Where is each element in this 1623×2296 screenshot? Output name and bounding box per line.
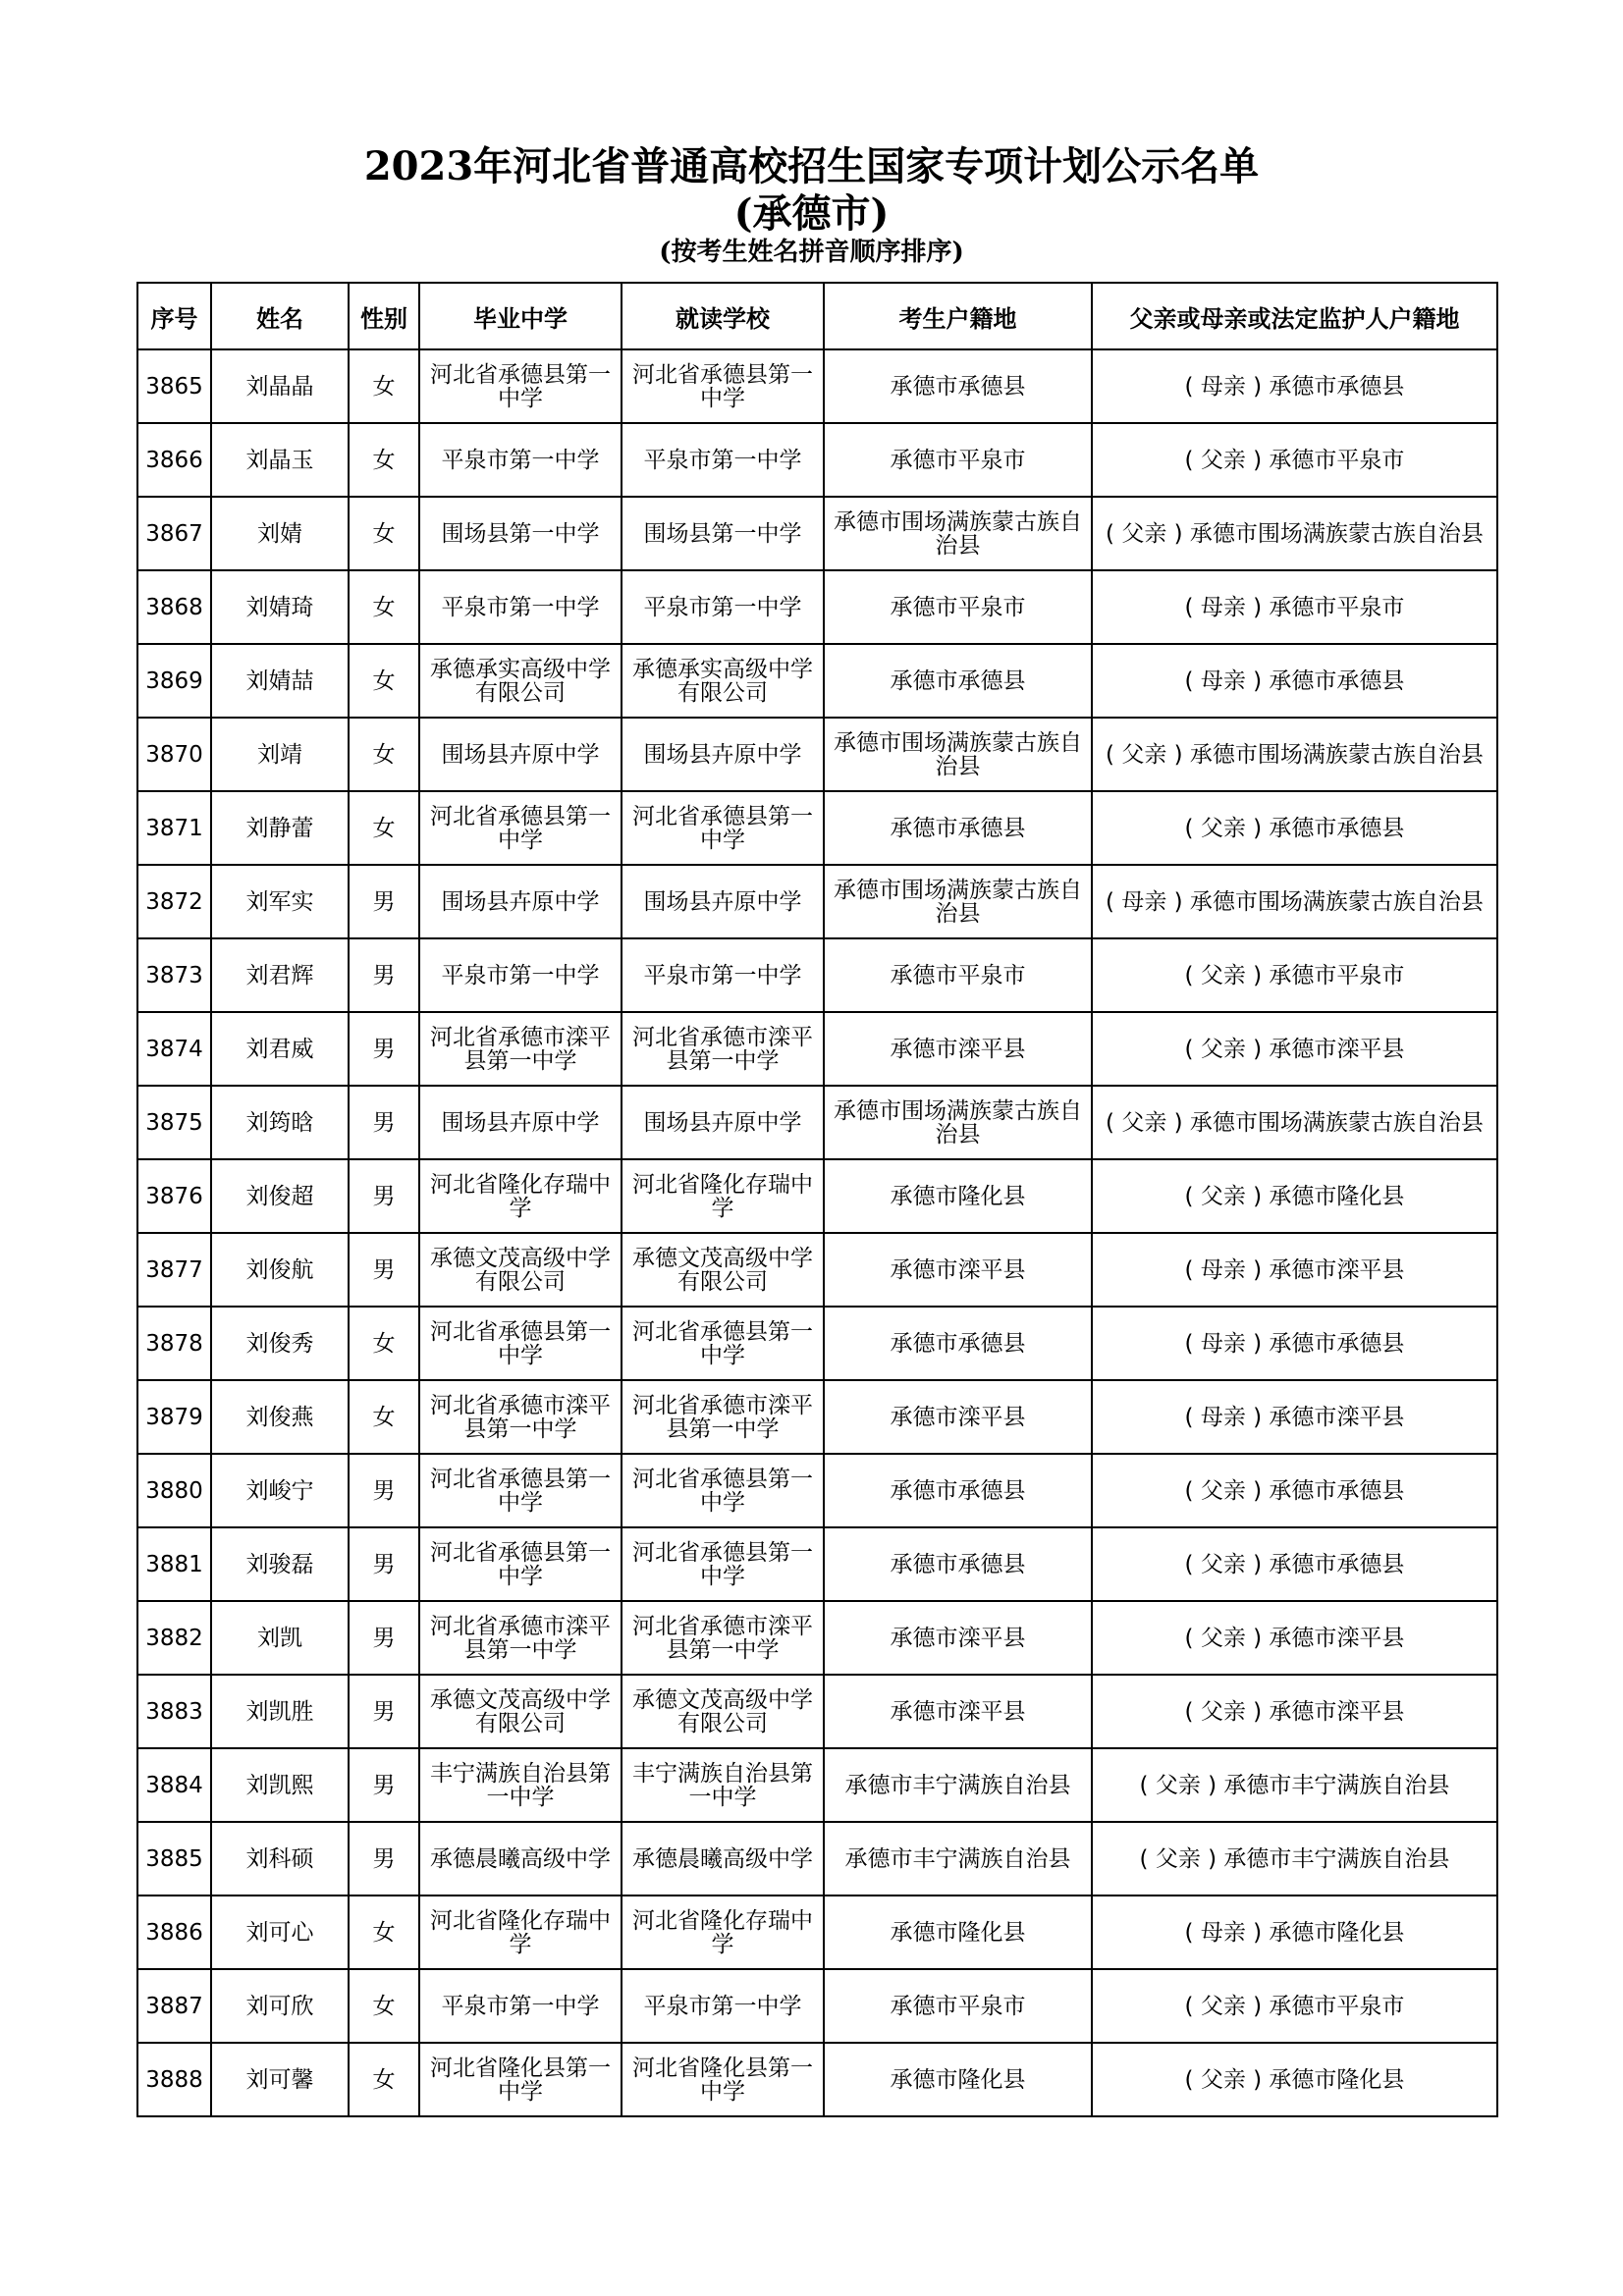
cell-name: 刘婧 — [211, 497, 349, 570]
cell-parent-hukou: ( 母亲 ) 承德市承德县 — [1092, 349, 1497, 423]
cell-seq: 3870 — [137, 718, 211, 791]
cell-seq: 3885 — [137, 1822, 211, 1896]
cell-current-school: 河北省隆化存瑞中学 — [622, 1159, 824, 1233]
table-row — [137, 1896, 1497, 1969]
page-title: 2023年河北省普通高校招生国家专项计划公示名单 — [363, 143, 1260, 189]
table-row — [137, 1380, 1497, 1454]
cell-grad-school: 平泉市第一中学 — [419, 570, 622, 644]
cell-seq: 3869 — [137, 644, 211, 718]
column-header-name: 姓名 — [211, 283, 349, 349]
cell-sex: 男 — [349, 1454, 419, 1527]
cell-hukou: 承德市滦平县 — [824, 1601, 1092, 1675]
cell-grad-school: 承德文茂高级中学有限公司 — [419, 1675, 622, 1748]
cell-current-school: 围场县卉原中学 — [622, 865, 824, 938]
cell-current-school: 围场县卉原中学 — [622, 718, 824, 791]
cell-name: 刘可馨 — [211, 2043, 349, 2116]
cell-grad-school: 河北省承德县第一中学 — [419, 349, 622, 423]
cell-sex: 男 — [349, 1159, 419, 1233]
sort-note: (按考生姓名拼音顺序排序) — [659, 238, 964, 267]
column-header-hukou: 考生户籍地 — [824, 283, 1092, 349]
cell-current-school: 河北省承德市滦平县第一中学 — [622, 1012, 824, 1086]
cell-current-school: 平泉市第一中学 — [622, 938, 824, 1012]
column-header-sex: 性别 — [349, 283, 419, 349]
cell-name: 刘君威 — [211, 1012, 349, 1086]
cell-hukou: 承德市承德县 — [824, 644, 1092, 718]
cell-sex: 女 — [349, 570, 419, 644]
table-row — [137, 865, 1497, 938]
cell-parent-hukou: ( 父亲 ) 承德市滦平县 — [1092, 1675, 1497, 1748]
cell-parent-hukou: ( 父亲 ) 承德市承德县 — [1092, 1454, 1497, 1527]
cell-current-school: 平泉市第一中学 — [622, 570, 824, 644]
cell-grad-school: 河北省承德县第一中学 — [419, 1307, 622, 1380]
cell-hukou: 承德市承德县 — [824, 791, 1092, 865]
cell-hukou: 承德市隆化县 — [824, 1896, 1092, 1969]
cell-current-school: 河北省承德市滦平县第一中学 — [622, 1380, 824, 1454]
cell-name: 刘骏磊 — [211, 1527, 349, 1601]
cell-name: 刘俊秀 — [211, 1307, 349, 1380]
cell-sex: 男 — [349, 1527, 419, 1601]
cell-current-school: 承德承实高级中学有限公司 — [622, 644, 824, 718]
cell-seq: 3866 — [137, 423, 211, 497]
column-header-current-school: 就读学校 — [622, 283, 824, 349]
cell-name: 刘晶晶 — [211, 349, 349, 423]
cell-grad-school: 河北省承德县第一中学 — [419, 1527, 622, 1601]
cell-name: 刘静蕾 — [211, 791, 349, 865]
cell-current-school: 围场县第一中学 — [622, 497, 824, 570]
cell-current-school: 河北省承德县第一中学 — [622, 349, 824, 423]
cell-sex: 男 — [349, 1748, 419, 1822]
table-row — [137, 1454, 1497, 1527]
cell-parent-hukou: ( 父亲 ) 承德市围场满族蒙古族自治县 — [1092, 718, 1497, 791]
cell-name: 刘科硕 — [211, 1822, 349, 1896]
cell-name: 刘君辉 — [211, 938, 349, 1012]
table-header-row — [137, 283, 1497, 349]
cell-seq: 3888 — [137, 2043, 211, 2116]
cell-parent-hukou: ( 父亲 ) 承德市滦平县 — [1092, 1012, 1497, 1086]
cell-parent-hukou: ( 父亲 ) 承德市丰宁满族自治县 — [1092, 1748, 1497, 1822]
cell-seq: 3882 — [137, 1601, 211, 1675]
cell-parent-hukou: ( 父亲 ) 承德市承德县 — [1092, 791, 1497, 865]
table-row — [137, 1307, 1497, 1380]
cell-grad-school: 河北省隆化存瑞中学 — [419, 1159, 622, 1233]
cell-grad-school: 河北省承德市滦平县第一中学 — [419, 1601, 622, 1675]
cell-seq: 3887 — [137, 1969, 211, 2043]
cell-name: 刘婧喆 — [211, 644, 349, 718]
table-row — [137, 423, 1497, 497]
cell-parent-hukou: ( 母亲 ) 承德市隆化县 — [1092, 1896, 1497, 1969]
cell-parent-hukou: ( 父亲 ) 承德市滦平县 — [1092, 1601, 1497, 1675]
cell-sex: 男 — [349, 1601, 419, 1675]
cell-seq: 3867 — [137, 497, 211, 570]
cell-seq: 3876 — [137, 1159, 211, 1233]
cell-sex: 男 — [349, 1675, 419, 1748]
cell-current-school: 平泉市第一中学 — [622, 1969, 824, 2043]
cell-grad-school: 围场县第一中学 — [419, 497, 622, 570]
cell-parent-hukou: ( 母亲 ) 承德市平泉市 — [1092, 570, 1497, 644]
cell-current-school: 河北省承德县第一中学 — [622, 1527, 824, 1601]
cell-name: 刘俊航 — [211, 1233, 349, 1307]
cell-current-school: 河北省承德市滦平县第一中学 — [622, 1601, 824, 1675]
cell-hukou: 承德市丰宁满族自治县 — [824, 1748, 1092, 1822]
cell-seq: 3883 — [137, 1675, 211, 1748]
cell-current-school: 承德晨曦高级中学 — [622, 1822, 824, 1896]
table-row — [137, 791, 1497, 865]
cell-seq: 3879 — [137, 1380, 211, 1454]
cell-seq: 3881 — [137, 1527, 211, 1601]
cell-current-school: 承德文茂高级中学有限公司 — [622, 1675, 824, 1748]
cell-sex: 女 — [349, 1307, 419, 1380]
cell-parent-hukou: ( 父亲 ) 承德市平泉市 — [1092, 423, 1497, 497]
table-row — [137, 1822, 1497, 1896]
cell-name: 刘筠晗 — [211, 1086, 349, 1159]
cell-seq: 3874 — [137, 1012, 211, 1086]
cell-hukou: 承德市隆化县 — [824, 2043, 1092, 2116]
cell-name: 刘凯熙 — [211, 1748, 349, 1822]
cell-current-school: 河北省隆化县第一中学 — [622, 2043, 824, 2116]
cell-sex: 女 — [349, 791, 419, 865]
cell-name: 刘可欣 — [211, 1969, 349, 2043]
table-row — [137, 938, 1497, 1012]
cell-seq: 3877 — [137, 1233, 211, 1307]
cell-sex: 女 — [349, 2043, 419, 2116]
cell-seq: 3868 — [137, 570, 211, 644]
cell-hukou: 承德市平泉市 — [824, 423, 1092, 497]
cell-sex: 男 — [349, 865, 419, 938]
cell-seq: 3865 — [137, 349, 211, 423]
table-row — [137, 1601, 1497, 1675]
cell-grad-school: 河北省承德县第一中学 — [419, 791, 622, 865]
cell-parent-hukou: ( 母亲 ) 承德市承德县 — [1092, 644, 1497, 718]
cell-grad-school: 围场县卉原中学 — [419, 1086, 622, 1159]
cell-grad-school: 平泉市第一中学 — [419, 423, 622, 497]
cell-current-school: 河北省承德县第一中学 — [622, 1454, 824, 1527]
cell-seq: 3886 — [137, 1896, 211, 1969]
cell-hukou: 承德市平泉市 — [824, 938, 1092, 1012]
cell-sex: 男 — [349, 1822, 419, 1896]
cell-name: 刘靖 — [211, 718, 349, 791]
cell-hukou: 承德市承德县 — [824, 349, 1092, 423]
candidate-table — [136, 282, 1498, 2117]
cell-sex: 女 — [349, 1380, 419, 1454]
cell-parent-hukou: ( 父亲 ) 承德市围场满族蒙古族自治县 — [1092, 1086, 1497, 1159]
cell-hukou: 承德市平泉市 — [824, 570, 1092, 644]
cell-parent-hukou: ( 母亲 ) 承德市滦平县 — [1092, 1380, 1497, 1454]
table-row — [137, 718, 1497, 791]
cell-grad-school: 河北省承德市滦平县第一中学 — [419, 1012, 622, 1086]
cell-hukou: 承德市隆化县 — [824, 1159, 1092, 1233]
table-row — [137, 1748, 1497, 1822]
cell-grad-school: 围场县卉原中学 — [419, 865, 622, 938]
cell-seq: 3880 — [137, 1454, 211, 1527]
table-row — [137, 644, 1497, 718]
cell-hukou: 承德市滦平县 — [824, 1233, 1092, 1307]
cell-name: 刘凯 — [211, 1601, 349, 1675]
cell-current-school: 平泉市第一中学 — [622, 423, 824, 497]
cell-parent-hukou: ( 父亲 ) 承德市平泉市 — [1092, 1969, 1497, 2043]
table-row — [137, 1969, 1497, 2043]
table-row — [137, 1086, 1497, 1159]
cell-grad-school: 丰宁满族自治县第一中学 — [419, 1748, 622, 1822]
cell-grad-school: 承德承实高级中学有限公司 — [419, 644, 622, 718]
cell-name: 刘俊超 — [211, 1159, 349, 1233]
column-header-seq: 序号 — [137, 283, 211, 349]
table-row — [137, 497, 1497, 570]
column-header-grad-school: 毕业中学 — [419, 283, 622, 349]
cell-hukou: 承德市丰宁满族自治县 — [824, 1822, 1092, 1896]
table-row — [137, 1012, 1497, 1086]
table-row — [137, 570, 1497, 644]
cell-sex: 女 — [349, 497, 419, 570]
cell-hukou: 承德市承德县 — [824, 1307, 1092, 1380]
cell-name: 刘军实 — [211, 865, 349, 938]
cell-grad-school: 河北省隆化县第一中学 — [419, 2043, 622, 2116]
table-row — [137, 1159, 1497, 1233]
cell-sex: 女 — [349, 423, 419, 497]
table-row — [137, 2043, 1497, 2116]
cell-sex: 女 — [349, 1969, 419, 2043]
cell-seq: 3872 — [137, 865, 211, 938]
cell-current-school: 河北省承德县第一中学 — [622, 1307, 824, 1380]
cell-parent-hukou: ( 父亲 ) 承德市围场满族蒙古族自治县 — [1092, 497, 1497, 570]
cell-seq: 3884 — [137, 1748, 211, 1822]
cell-seq: 3873 — [137, 938, 211, 1012]
cell-parent-hukou: ( 母亲 ) 承德市滦平县 — [1092, 1233, 1497, 1307]
table-row — [137, 1233, 1497, 1307]
cell-parent-hukou: ( 父亲 ) 承德市隆化县 — [1092, 2043, 1497, 2116]
cell-name: 刘婧琦 — [211, 570, 349, 644]
cell-grad-school: 平泉市第一中学 — [419, 938, 622, 1012]
cell-seq: 3871 — [137, 791, 211, 865]
cell-hukou: 承德市围场满族蒙古族自治县 — [824, 497, 1092, 570]
cell-hukou: 承德市滦平县 — [824, 1012, 1092, 1086]
cell-current-school: 丰宁满族自治县第一中学 — [622, 1748, 824, 1822]
cell-grad-school: 河北省承德县第一中学 — [419, 1454, 622, 1527]
cell-hukou: 承德市围场满族蒙古族自治县 — [824, 865, 1092, 938]
cell-name: 刘晶玉 — [211, 423, 349, 497]
cell-current-school: 承德文茂高级中学有限公司 — [622, 1233, 824, 1307]
cell-current-school: 河北省承德县第一中学 — [622, 791, 824, 865]
cell-name: 刘可心 — [211, 1896, 349, 1969]
cell-grad-school: 平泉市第一中学 — [419, 1969, 622, 2043]
cell-sex: 女 — [349, 718, 419, 791]
cell-hukou: 承德市围场满族蒙古族自治县 — [824, 718, 1092, 791]
cell-hukou: 承德市滦平县 — [824, 1675, 1092, 1748]
cell-name: 刘俊燕 — [211, 1380, 349, 1454]
table-row — [137, 1675, 1497, 1748]
cell-parent-hukou: ( 父亲 ) 承德市丰宁满族自治县 — [1092, 1822, 1497, 1896]
cell-current-school: 河北省隆化存瑞中学 — [622, 1896, 824, 1969]
cell-sex: 男 — [349, 1233, 419, 1307]
cell-hukou: 承德市滦平县 — [824, 1380, 1092, 1454]
cell-grad-school: 围场县卉原中学 — [419, 718, 622, 791]
cell-grad-school: 承德晨曦高级中学 — [419, 1822, 622, 1896]
cell-seq: 3875 — [137, 1086, 211, 1159]
cell-hukou: 承德市平泉市 — [824, 1969, 1092, 2043]
table-row — [137, 1527, 1497, 1601]
cell-sex: 女 — [349, 1896, 419, 1969]
page-subtitle: (承德市) — [733, 190, 890, 237]
cell-hukou: 承德市围场满族蒙古族自治县 — [824, 1086, 1092, 1159]
cell-seq: 3878 — [137, 1307, 211, 1380]
cell-parent-hukou: ( 母亲 ) 承德市承德县 — [1092, 1307, 1497, 1380]
cell-sex: 男 — [349, 1086, 419, 1159]
cell-current-school: 围场县卉原中学 — [622, 1086, 824, 1159]
cell-sex: 女 — [349, 644, 419, 718]
cell-parent-hukou: ( 父亲 ) 承德市平泉市 — [1092, 938, 1497, 1012]
cell-name: 刘峻宁 — [211, 1454, 349, 1527]
cell-grad-school: 河北省承德市滦平县第一中学 — [419, 1380, 622, 1454]
cell-hukou: 承德市承德县 — [824, 1454, 1092, 1527]
cell-sex: 男 — [349, 938, 419, 1012]
cell-sex: 女 — [349, 349, 419, 423]
cell-parent-hukou: ( 母亲 ) 承德市围场满族蒙古族自治县 — [1092, 865, 1497, 938]
cell-parent-hukou: ( 父亲 ) 承德市承德县 — [1092, 1527, 1497, 1601]
column-header-parent-hukou: 父亲或母亲或法定监护人户籍地 — [1092, 283, 1497, 349]
table-row — [137, 349, 1497, 423]
cell-hukou: 承德市承德县 — [824, 1527, 1092, 1601]
cell-parent-hukou: ( 父亲 ) 承德市隆化县 — [1092, 1159, 1497, 1233]
cell-name: 刘凯胜 — [211, 1675, 349, 1748]
cell-grad-school: 承德文茂高级中学有限公司 — [419, 1233, 622, 1307]
cell-grad-school: 河北省隆化存瑞中学 — [419, 1896, 622, 1969]
cell-sex: 男 — [349, 1012, 419, 1086]
